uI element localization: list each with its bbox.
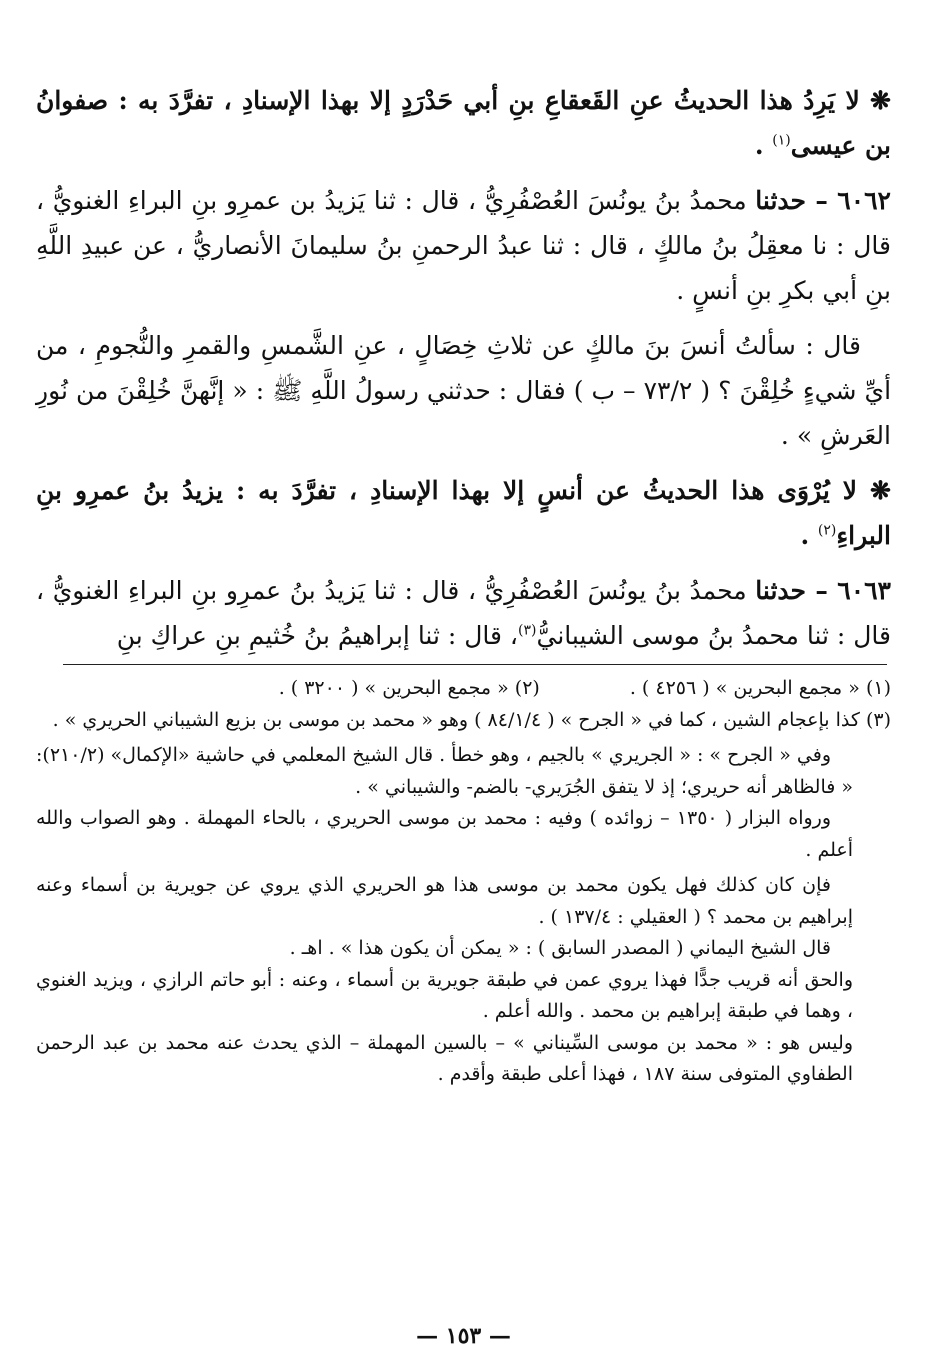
footnote-3: (٣) كذا بإعجام الشين ، كما في « الجرح » ( ٨٤/١/٤ ) وهو « محمد بن موسى بن بزيع الشيباني الحريري » . [52,708,891,731]
footnote-3-para-b: وفي « الجرح » : « الجريري » بالجيم ، وهو خطأ . قال الشيخ المعلمي في حاشية «الإكمال» (٢١٠/٢): « فالظاهر أنه حريري؛ إذ لا يتفق الجُرَيري- بالضم- والشيباني » . [36,744,853,798]
comment-6061: ❋ لا يَرِدُ هذا الحديثُ عنِ القَعقاعِ بنِ أبي حَدْرَدٍ إلا بهذا الإسنادِ ، تفرَّدَ به : صفوانُ بن عيسى$^{(١)}$ . [36,86,891,160]
hadith-6062-matn: قال : سألتُ أنسَ بنَ مالكٍ عن ثلاثِ خِصَالٍ ، عنِ الشَّمسِ والقمرِ والنُّجومِ ، من أيِّ شيءٍ خُلِقْنَ ؟ ( ٧٣/٢ – ب ) فقال : حدثني رسولُ اللَّهِ ﷺ : « إنَّهنَّ خُلِقْنَ من نُورِ العَرشِ » . [36,331,892,450]
footnote-ref-1[interactable]: (١) [772,132,791,149]
footnote-3-para-g: وليس هو : « محمد بن موسى السِّيناني » – بالسين المهملة – الذي يحدث عنه محمد بن عبد الرحمن الطفاوي المتوفى سنة ١٨٧ ، فهذا أعلى طبقة وأقدم . [36,1031,853,1085]
hadith-6063-isnad: ٦٠٦٣ – حدثنا محمدُ بنُ يونُسَ العُصْفُرِيُّ ، قال : ثنا يَزيدُ بنُ عمرِو بنِ البراءِ الغنويُّ ، قال : ثنا محمدُ بنُ موسى الشيبانيُّ$^{(٣)}$، قال : ثنا إبراهيمُ بنُ خُثيمِ بنِ عراكِ بنِ [36,576,891,650]
footnote-1: (١) « مجمع البحرين » ( ٤٢٥٦ ) . [629,677,891,699]
footnote-separator [63,664,887,665]
footnote-2: (٢) « مجمع البحرين » ( ٣٢٠٠ ) . [278,677,540,699]
hadith-6062-isnad: ٦٠٦٢ – حدثنا محمدُ بنُ يونُسَ العُصْفُرِيُّ ، قال : ثنا يَزيدُ بن عمرِو بنِ البراءِ الغنويُّ ، قال : نا معقِلُ بنُ مالكٍ ، قال : ثنا عبدُ الرحمنِ بنُ سليمانَ الأنصاريُّ ، عن عبيدِ اللَّهِ بنِ أبي بكرِ بنِ أنسٍ . [36,186,891,305]
main-text [36,78,891,658]
footnote-3-para-c: ورواه البزار ( ١٣٥٠ – زوائده ) وفيه : محمد بن موسى الحريري ، بالحاء المهملة . وهو الصواب والله أعلم . [36,807,853,861]
hadith-number: ٦٠٦٣ – [805,576,891,605]
footnote-ref-3[interactable]: (٣) [518,622,537,639]
page-number: — ١٥٣ — [416,1323,511,1349]
footnote-ref-2[interactable]: (٢) [817,522,837,539]
footnote-3-para-d: فإن كان كذلك فهل يكون محمد بن موسى هذا هو الحريري الذي يروي عن جويرية بن أسماء وعنه إبراهيم بن محمد ؟ ( العقيلي : ١٣٧/٤ ) . [36,874,853,928]
footnote-3-para-f: والحق أنه قريب جدًّا فهذا يروي عمن في طبقة جويرية بن أسماء ، وعنه : أبو حاتم الرازي ، ويزيد الغنوي ، وهما في طبقة إبراهيم بن محمد . والله أعلم . [36,968,853,1022]
footnotes [36,673,891,1091]
comment-6062: ❋ لا يُرْوَى هذا الحديثُ عن أنسٍ إلا بهذا الإسنادِ ، تفرَّدَ به : يزيدُ بنُ عمرِو بنِ البراءِ$^{(٢)}$ . [36,476,891,550]
footnotes-1-2 [36,673,891,705]
hadith-number: ٦٠٦٢ – [805,186,891,215]
footnote-3-para-e: قال الشيخ اليماني ( المصدر السابق ) : « يمكن أن يكون هذا » . اهـ . [289,937,831,959]
